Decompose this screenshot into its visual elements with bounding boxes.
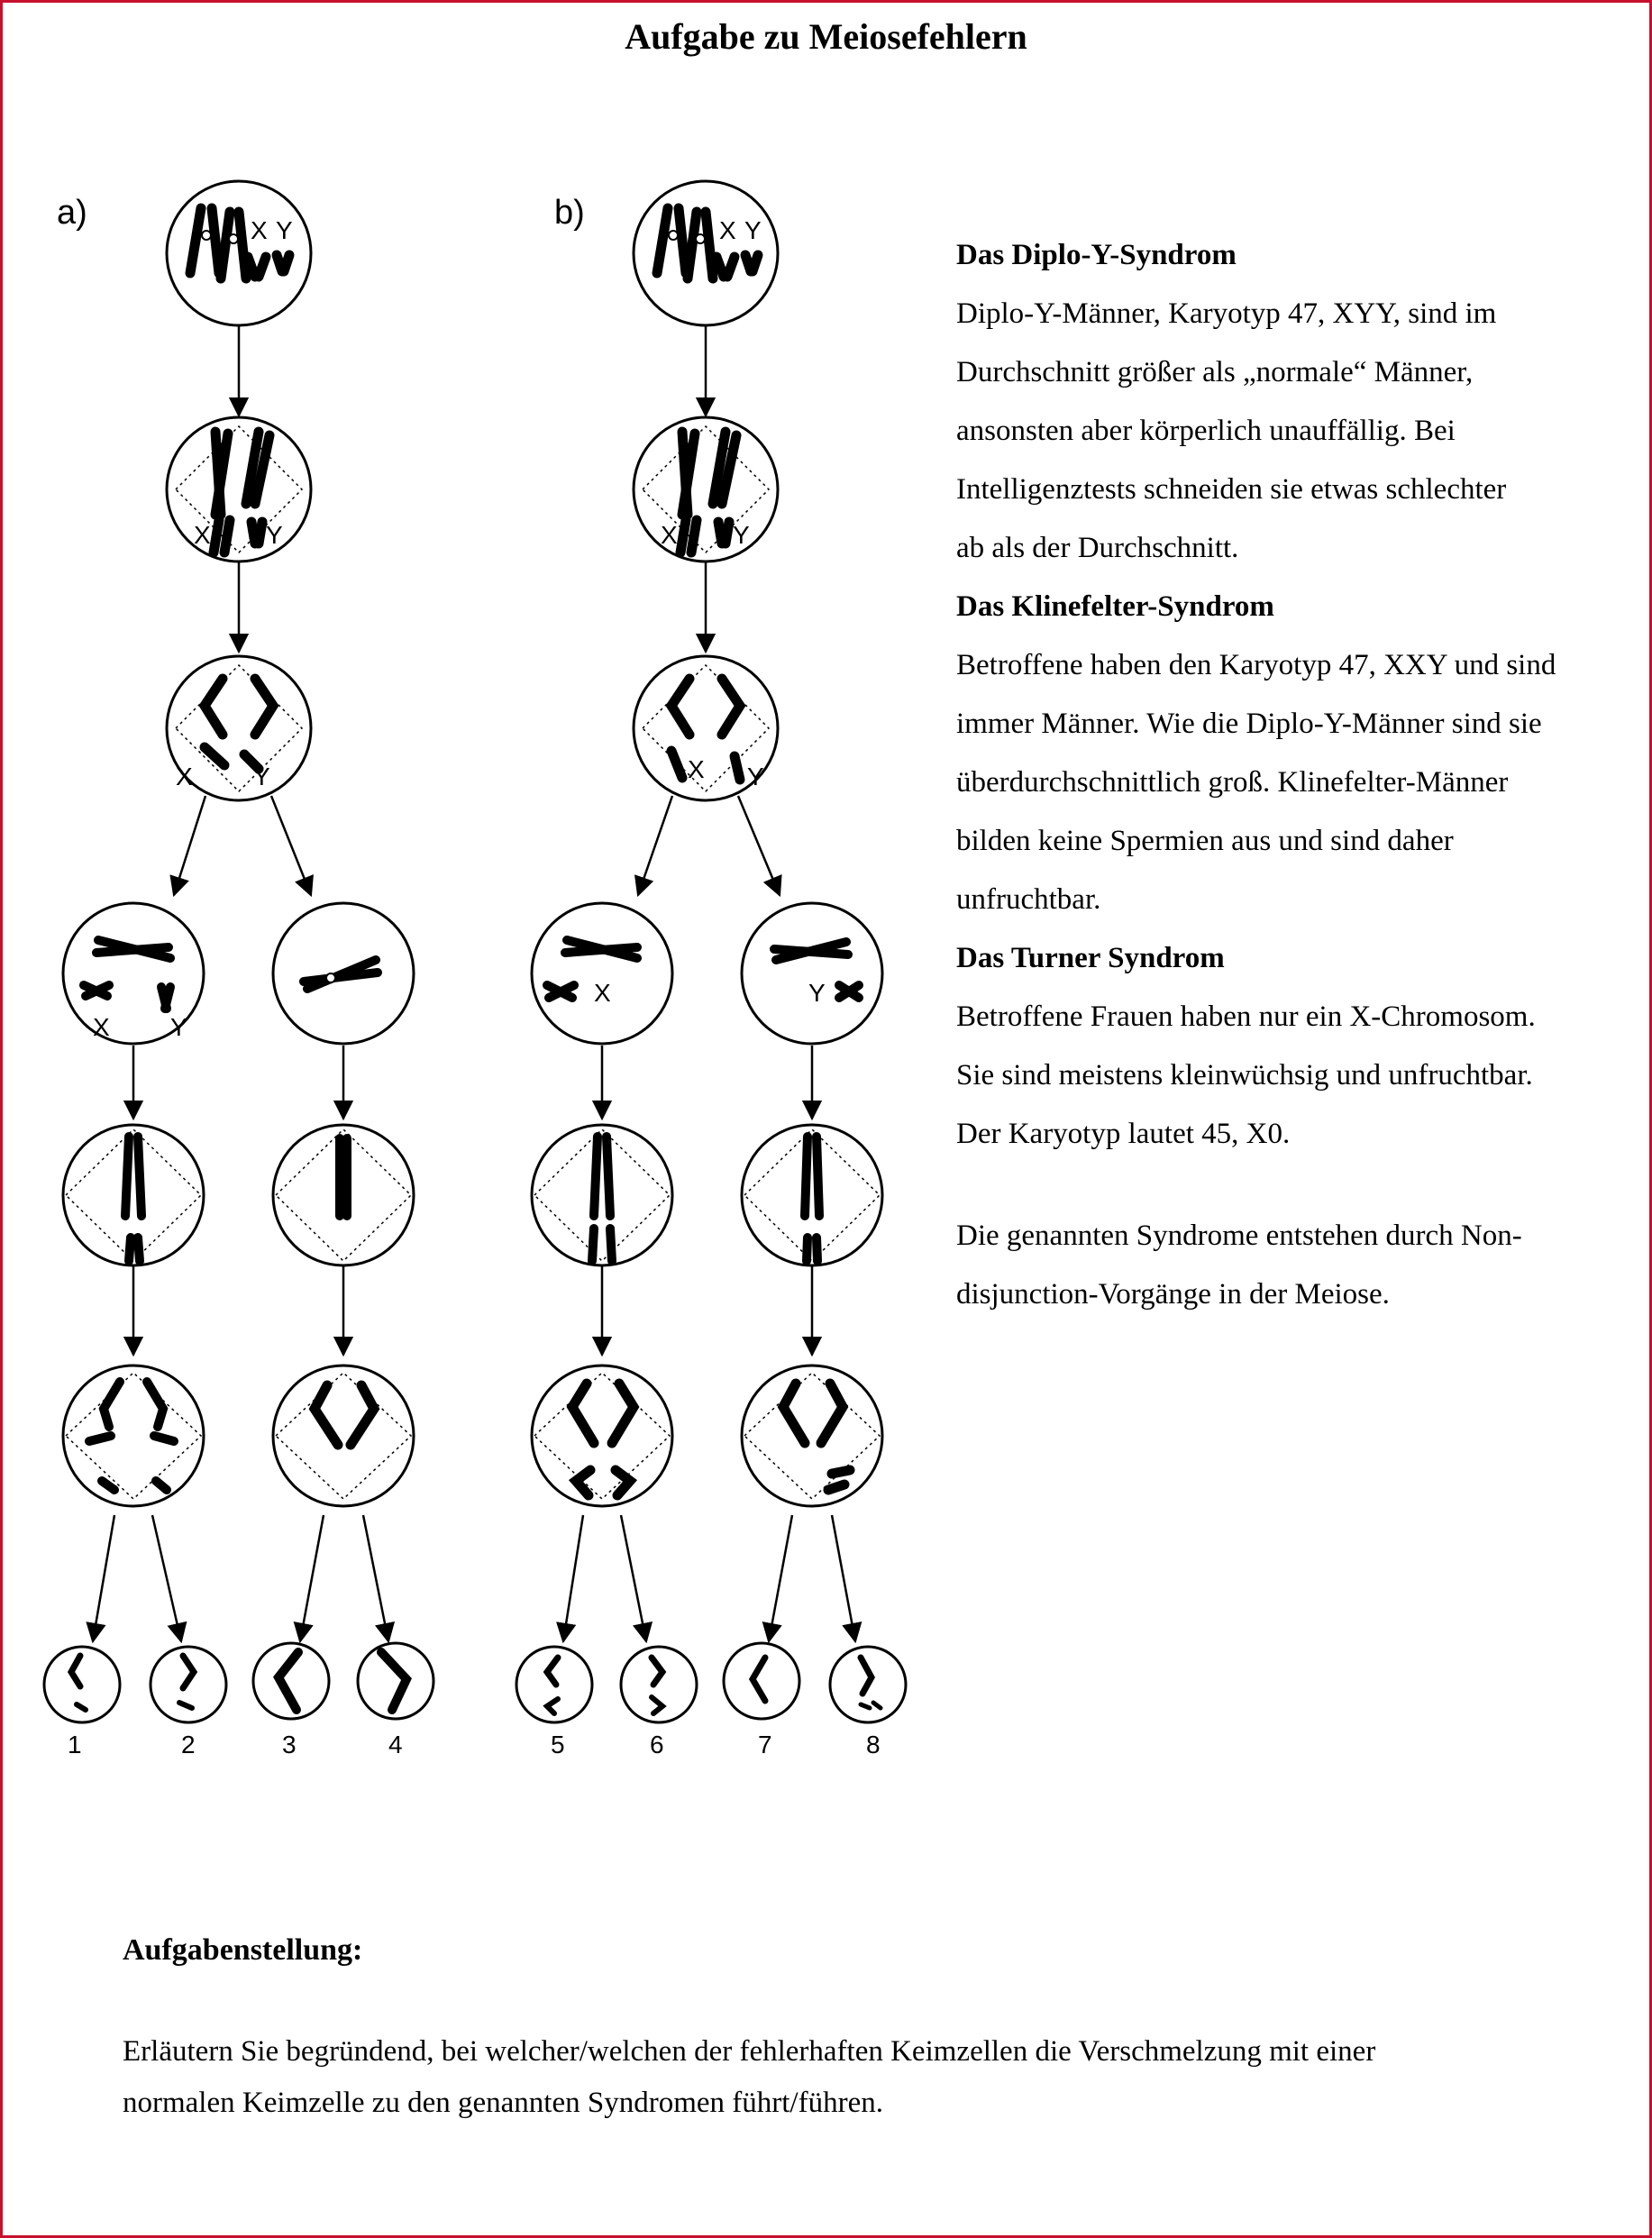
- summary-line: Die genannten Syndrome entstehen durch Non-: [956, 1219, 1522, 1252]
- label-x: X: [688, 755, 705, 783]
- turner-line: Sie sind meistens kleinwüchsig und unfruchtbar.: [956, 1059, 1533, 1092]
- turner-line: Der Karyotyp lautet 45, X0.: [956, 1118, 1291, 1150]
- label-y: Y: [266, 521, 283, 549]
- panel-a-cell-3: [167, 656, 311, 800]
- diplo-y-line: Durchschnitt größer als „normale“ Männer,: [956, 356, 1474, 388]
- label-x: X: [719, 216, 736, 244]
- summary-line: disjunction-Vorgänge in der Meiose.: [956, 1278, 1390, 1311]
- panel-a-cell-6: [63, 1125, 204, 1265]
- klinefelter-line: unfruchtbar.: [956, 883, 1101, 916]
- label-y: Y: [253, 763, 270, 790]
- gamete-3: [253, 1643, 329, 1719]
- panel-b-cell-5: [742, 903, 882, 1044]
- gamete-number-3: 3: [282, 1731, 297, 1758]
- label-x: X: [594, 979, 611, 1007]
- klinefelter-heading: Das Klinefelter-Syndrom: [956, 590, 1274, 623]
- diplo-y-line: Diplo-Y-Männer, Karyotyp 47, XYY, sind im: [956, 297, 1497, 330]
- label-y: Y: [170, 1013, 187, 1041]
- gamete-number-7: 7: [758, 1731, 772, 1758]
- panel-b-cell-3: [634, 656, 778, 800]
- panel-b-label: b): [554, 194, 585, 232]
- gamete-4: [358, 1643, 434, 1719]
- diplo-y-line: Intelligenztests schneiden sie etwas schlechter: [956, 473, 1507, 506]
- gamete-8: [830, 1647, 906, 1722]
- gamete-number-1: 1: [68, 1731, 82, 1758]
- label-x: X: [93, 1013, 110, 1041]
- label-x: X: [176, 763, 193, 790]
- label-y: Y: [733, 521, 750, 549]
- gamete-1: [44, 1647, 120, 1722]
- label-y: Y: [747, 763, 764, 790]
- panel-a-cell-1: [167, 181, 311, 325]
- turner-heading: Das Turner Syndrom: [956, 942, 1225, 974]
- syndrome-info: [956, 226, 1623, 1324]
- task-line: normalen Keimzelle zu den genannten Syndromen führt/führen.: [123, 2087, 883, 2119]
- panel-b-cell-1: [634, 181, 778, 325]
- gamete-number-4: 4: [388, 1731, 403, 1758]
- klinefelter-line: immer Männer. Wie die Diplo-Y-Männer sind sie: [956, 708, 1542, 740]
- gamete-number-8: 8: [866, 1731, 881, 1758]
- turner-line: Betroffene Frauen haben nur ein X-Chromosom.: [956, 1000, 1536, 1033]
- label-x: X: [251, 216, 268, 244]
- panel-a-cell-5: [273, 903, 414, 1044]
- klinefelter-line: Betroffene haben den Karyotyp 47, XXY und sind: [956, 649, 1556, 681]
- gamete-6: [621, 1647, 697, 1722]
- page-title: Aufgabe zu Meiosefehlern: [625, 16, 1027, 57]
- task-text: [123, 2026, 1529, 2129]
- panel-b-cell-8: [532, 1366, 672, 1506]
- gamete-2: [151, 1647, 226, 1722]
- panel-a-cell-2: [167, 417, 311, 562]
- label-y: Y: [808, 979, 826, 1007]
- gamete-5: [516, 1647, 592, 1722]
- gamete-number-2: 2: [181, 1731, 196, 1758]
- panel-a-cell-8: [63, 1366, 204, 1506]
- label-x: X: [194, 521, 211, 549]
- panel-b-cell-4: [532, 903, 672, 1044]
- panel-a-cell-7: [273, 1125, 414, 1265]
- panel-b-cell-7: [742, 1125, 882, 1265]
- meiosis-diagram: [3, 3, 940, 1787]
- gamete-7: [724, 1643, 799, 1719]
- diplo-y-line: ab als der Durchschnitt.: [956, 532, 1239, 564]
- panel-b-cell-9: [742, 1366, 882, 1506]
- gamete-number-5: 5: [551, 1731, 565, 1758]
- diplo-y-heading: Das Diplo-Y-Syndrom: [956, 239, 1237, 271]
- task-heading: Aufgabenstellung:: [123, 1933, 363, 1967]
- panel-a-label: a): [57, 194, 87, 232]
- klinefelter-line: überdurchschnittlich groß. Klinefelter-Männer: [956, 766, 1509, 799]
- gamete-number-6: 6: [650, 1731, 664, 1758]
- diplo-y-line: ansonsten aber körperlich unauffällig. Bei: [956, 415, 1456, 447]
- task-line: Erläutern Sie begründend, bei welcher/welchen der fehlerhaften Keimzellen die Verschmelzung mit einer: [123, 2035, 1376, 2068]
- label-y: Y: [744, 216, 762, 244]
- label-x: X: [661, 521, 678, 549]
- label-y: Y: [276, 216, 293, 244]
- panel-b-cell-2: [634, 417, 778, 562]
- panel-a-cell-4: [63, 903, 204, 1044]
- panel-b-cell-6: [532, 1125, 672, 1265]
- klinefelter-line: bilden keine Spermien aus und sind daher: [956, 825, 1454, 857]
- panel-a-cell-9: [273, 1366, 414, 1506]
